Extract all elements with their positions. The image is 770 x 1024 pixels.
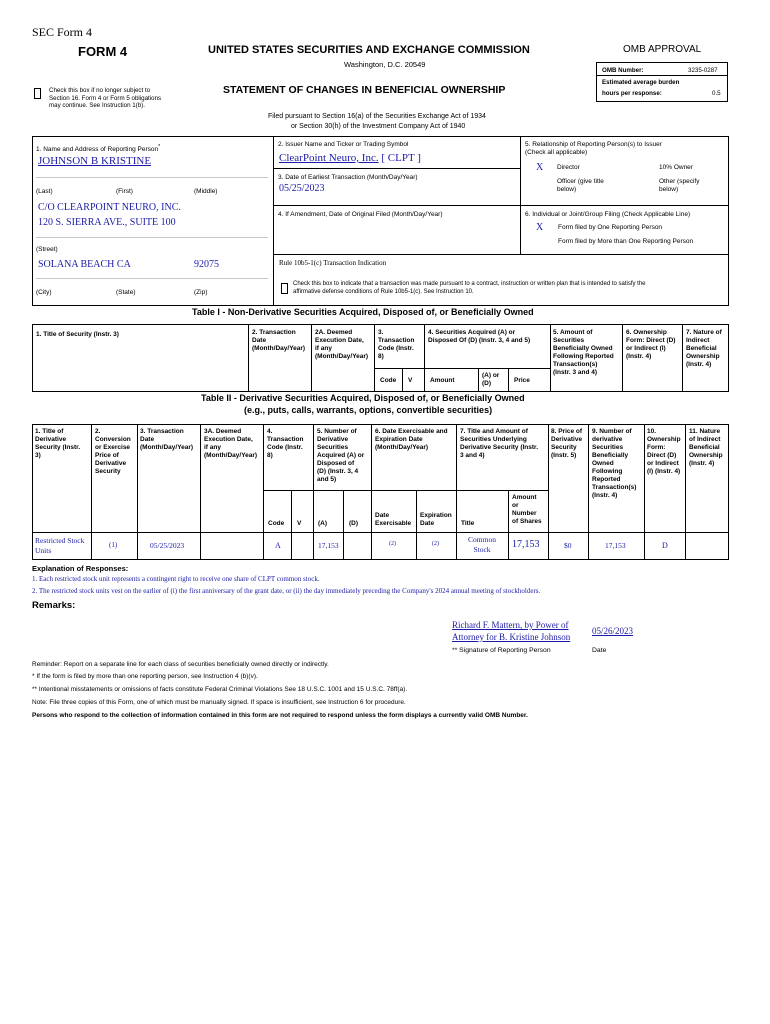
explanation-note1: 1. Each restricted stock unit represents a contingent right to receive one share of CLPT common stock. [32, 575, 320, 583]
t2-col10-header-line-2: Ownership [647, 436, 681, 443]
t1-col2a-header-line-3: if any [315, 345, 332, 352]
omb-burden-label1: Estimated average burden [602, 79, 680, 86]
t2-row-title: Restricted Stock Units [35, 536, 85, 555]
t2-v-header: V [297, 520, 302, 527]
t1-col6-header-line-4: (Instr. 4) [626, 353, 652, 360]
other-label: Other (specify below) [659, 178, 700, 193]
t2-col4-header-line-2: Transaction [267, 436, 304, 443]
omb-burden-value: 0.5 [712, 90, 721, 97]
earliest-date-label: 3. Date of Earliest Transaction (Month/Day/Year) [278, 174, 418, 181]
t1-col3-header-line-2: Transaction [378, 337, 415, 344]
t2-exercisable-header-line-1: Date [375, 512, 390, 519]
section16-text: Check this box if no longer subject to Section 16. Form 4 or Form 5 obligations may continue. See Instruction 1(b). [49, 87, 162, 109]
issuer-name: ClearPoint Neuro, Inc. [279, 152, 379, 164]
t2-row-code: A [275, 541, 281, 550]
omb-burden-label2: hours per response: [602, 90, 662, 97]
t2-col9-header-line-7: Reported [592, 476, 621, 483]
rule-text: Check this box to indicate that a transaction was made pursuant to a contract, instruction or written plan that is intended to satisfy the affirmative defense conditions of Rule 10b5-1(c). See Instruction 10. [293, 281, 646, 295]
t1-col2-header-line-1: 2. Transaction [252, 329, 296, 336]
sec-form-label: SEC Form 4 [32, 25, 93, 39]
t1-col2-header-line-2: Date [252, 337, 267, 344]
t1-col5-header [553, 329, 614, 377]
state-label: (State) [116, 289, 136, 296]
city-label: (City) [36, 289, 52, 296]
t2-row-exercisable: (2) [389, 541, 396, 547]
director-mark: X [536, 162, 544, 173]
t2-col8-header [551, 428, 582, 460]
t2-amount-header-line-4: of Shares [512, 518, 542, 525]
t1-ad-header [482, 372, 499, 388]
t1-col7-header-line-2: Indirect [686, 337, 710, 344]
t2-col3a-header-line-1: 3A. Deemed [204, 428, 242, 435]
t2-col3-header-line-1: 3. Transaction [140, 428, 184, 435]
t2-col4-header [267, 428, 303, 460]
t2-col10-header-line-4: Direct (D) [647, 452, 677, 459]
t2-col5-header-line-2: Derivative [317, 436, 349, 443]
omb-number-value: 3235-0287 [688, 67, 718, 74]
issuer-ticker: CLPT [387, 152, 415, 164]
t2-col10-header-line-6: (I) (Instr. 4) [647, 468, 681, 475]
t2-row-form: D [662, 541, 668, 550]
t2-amount-header [512, 494, 542, 526]
t1-col3-header-line-4: 8) [378, 353, 384, 360]
last-label: (Last) [36, 188, 53, 195]
t2-col6-header-line-2: Expiration Date [375, 436, 423, 443]
t2-row-owned: 17,153 [605, 541, 626, 550]
t2-col5-header-line-6: (D) (Instr. 3, 4 [317, 468, 359, 475]
t2-col11-header [689, 428, 723, 468]
t2-col6-header-line-3: (Month/Day/Year) [375, 444, 429, 451]
t2-col7-header-line-3: Derivative Security (Instr. [460, 444, 539, 451]
t2-col4-header-line-3: Code (Instr. [267, 444, 303, 451]
rule-checkbox[interactable] [281, 283, 288, 294]
t2-col6-header [375, 428, 448, 452]
t1-ad-header-line-2: (D) [482, 380, 492, 387]
reporting-person-label: 1. Name and Address of Reporting Person* [36, 144, 161, 154]
t2-a-header: (A) [318, 520, 328, 527]
t2-col11-header-line-3: Beneficial [689, 444, 720, 451]
signature-name: Richard F. Mattern, by Power of Attorney for B. Kristine Johnson [452, 620, 571, 642]
footer-copies-note: Note: File three copies of this Form, one of which must be manually signed. If space is insufficient, see Instruction 6 for procedure. [32, 699, 406, 706]
footer-misstatements: ** Intentional misstatements or omissions of facts constitute Federal Criminal Violations See 18 U.S.C. 1001 and 15 U.S.C. 78ff(a). [32, 686, 408, 693]
t1-col3-header [378, 329, 414, 361]
t2-row-amount-a: 17,153 [318, 541, 339, 550]
officer-label: Officer (give title below) [557, 178, 604, 193]
commission-title: UNITED STATES SECURITIES AND EXCHANGE COMMISSION [208, 44, 530, 56]
t2-col8-header-line-3: Security [551, 444, 577, 451]
t2-col11-header-line-5: (Instr. 4) [689, 460, 715, 467]
t2-col2-header-line-6: Security [95, 468, 121, 475]
t1-col6-header [626, 329, 675, 361]
t1-col4-header-line-2: Disposed Of (D) (Instr. 3, 4 and 5) [428, 337, 531, 344]
t1-col4-header-line-1: 4. Securities Acquired (A) or [428, 329, 516, 336]
signature-label: ** Signature of Reporting Person [452, 647, 551, 654]
t2-col9-header-line-2: derivative [592, 436, 623, 443]
t1-col2-header [252, 329, 305, 353]
t2-col4-header-line-4: 8) [267, 452, 273, 459]
rule-label: Rule 10b5-1(c) Transaction Indication [279, 259, 387, 267]
t1-col5-header-line-4: Following Reported [553, 353, 614, 360]
t2-col11-header-line-2: of Indirect [689, 436, 721, 443]
t2-col2-header-line-3: or Exercise [95, 444, 131, 451]
t2-col3a-header-line-4: (Month/Day/Year) [204, 452, 258, 459]
t2-col8-header-line-2: Derivative [551, 436, 583, 443]
t2-col9-header-line-9: (Instr. 4) [592, 492, 618, 499]
first-label: (First) [116, 188, 133, 195]
t1-col7-header-line-3: Beneficial [686, 345, 717, 352]
footer-omb-note: Persons who respond to the collection of information contained in this form are not required to respond unless the form displays a currently valid OMB Number. [32, 712, 528, 719]
address-line2: 120 S. SIERRA AVE., SUITE 100 [38, 217, 176, 228]
explanation-note2: 2. The restricted stock units vest on the earlier of (i) the first anniversary of the grant date, or (ii) the day immediately preceding the Company's 2024 annual meeting of stockholders. [32, 587, 541, 595]
address-line1: C/O CLEARPOINT NEURO, INC. [38, 202, 181, 213]
t2-row-date: 05/25/2023 [150, 541, 185, 550]
t1-amount-header: Amount [430, 377, 455, 384]
city-state-value: SOLANA BEACH CA [38, 259, 131, 270]
t1-v-header: V [408, 377, 413, 384]
t2-col3a-header [204, 428, 257, 460]
t1-col5-header-line-5: Transaction(s) [553, 361, 598, 368]
t2-col7-header-line-4: 3 and 4) [460, 452, 485, 459]
t1-col7-header-line-5: (Instr. 4) [686, 361, 712, 368]
t2-col9-header-line-5: Owned [592, 460, 614, 467]
t2-amount-header-line-1: Amount [512, 494, 537, 501]
t2-col8-header-line-1: 8. Price of [551, 428, 583, 435]
t2-col9-header-line-1: 9. Number of [592, 428, 632, 435]
t2-col5-header-line-5: Disposed of [317, 460, 355, 467]
commission-location: Washington, D.C. 20549 [344, 60, 426, 69]
t2-col10-header [647, 428, 681, 476]
t2-col2-header-line-4: Price of [95, 452, 119, 459]
table2-title-line2: (e.g., puts, calls, warrants, options, convertible securities) [244, 405, 493, 415]
earliest-date-value: 05/25/2023 [279, 183, 325, 194]
remarks-heading: Remarks: [32, 600, 76, 611]
t1-price-header: Price [514, 377, 530, 384]
t1-col6-header-line-3: or Indirect (I) [626, 345, 666, 352]
t2-col2-header-line-1: 2. [95, 428, 101, 435]
t2-col1-header [35, 428, 80, 460]
t1-col7-header [686, 329, 722, 369]
more-persons-label: Form filed by More than One Reporting Person [558, 238, 694, 245]
t2-col5-header-line-7: and 5) [317, 476, 337, 483]
t2-col5-header-line-4: Acquired (A) or [317, 452, 365, 459]
footer-multiple-persons: * If the form is filed by more than one reporting person, see Instruction 4 (b)(v). [32, 673, 258, 680]
t1-col5-header-line-3: Beneficially Owned [553, 345, 613, 352]
t1-col5-header-line-6: (Instr. 3 and 4) [553, 369, 598, 376]
t2-col1-header-line-4: 3) [35, 452, 41, 459]
t2-col7-header [460, 428, 538, 460]
t2-amount-header-line-3: Number [512, 510, 537, 517]
t2-col5-header-line-1: 5. Number of [317, 428, 357, 435]
t2-col4-header-line-1: 4. [267, 428, 273, 435]
omb-approval-title: OMB APPROVAL [623, 44, 702, 55]
issuer-label: 2. Issuer Name and Ticker or Trading Symbol [278, 141, 409, 148]
t2-col9-header-line-6: Following [592, 468, 623, 475]
t2-col9-header-line-4: Beneficially [592, 452, 629, 459]
t2-col11-header-line-4: Ownership [689, 452, 723, 459]
t2-row-underlying-title: Common Stock [468, 535, 496, 554]
t2-exercisable-header [375, 512, 411, 528]
signature-date: 05/26/2023 [592, 626, 634, 636]
table1-title: Table I - Non-Derivative Securities Acquired, Disposed of, or Beneficially Owned [192, 307, 534, 317]
filed-pursuant-line2: or Section 30(h) of the Investment Company Act of 1940 [291, 123, 466, 130]
omb-number-label: OMB Number: [602, 67, 644, 74]
t2-title-header: Title [461, 520, 475, 527]
explanation-heading: Explanation of Responses: [32, 564, 129, 573]
reporting-person-name: JOHNSON B KRISTINE [38, 155, 152, 167]
t2-row-underlying-amount: 17,153 [512, 539, 540, 550]
t2-col7-header-line-1: 7. Title and Amount of [460, 428, 528, 435]
t2-col9-header-line-8: Transaction(s) [592, 484, 637, 491]
t2-col3a-header-line-2: Execution Date, [204, 436, 253, 443]
t2-expiration-header-line-1: Expiration [420, 512, 452, 519]
relationship-label: 5. Relationship of Reporting Person(s) to Issuer (Check all applicable) [525, 141, 662, 156]
t2-d-header: (D) [349, 520, 359, 527]
t1-col2a-header-line-2: Execution Date, [315, 337, 364, 344]
filed-pursuant-line1: Filed pursuant to Section 16(a) of the Securities Exchange Act of 1934 [268, 113, 486, 120]
t1-col5-header-line-1: 5. Amount of [553, 329, 593, 336]
director-label: Director [557, 164, 580, 171]
t2-exercisable-header-line-2: Exercisable [375, 520, 412, 527]
one-person-label: Form filed by One Reporting Person [558, 224, 663, 231]
zip-label: (Zip) [194, 289, 208, 296]
t2-col10-header-line-1: 10. [647, 428, 657, 435]
t2-row-price: $0 [564, 541, 572, 550]
t2-col5-header [317, 428, 364, 484]
t2-col1-header-line-2: Derivative [35, 436, 67, 443]
t2-col3-header-line-2: Date [140, 436, 155, 443]
t2-col9-header [592, 428, 636, 500]
issuer-value: ClearPoint Neuro, Inc. [ CLPT ] [279, 152, 421, 164]
t1-col2a-header-line-4: (Month/Day/Year) [315, 353, 369, 360]
t1-col3-header-line-1: 3. [378, 329, 384, 336]
filing-label: 6. Individual or Joint/Group Filing (Check Applicable Line) [525, 211, 691, 218]
t2-row-conversion: (1) [109, 541, 118, 549]
t1-col6-header-line-2: Form: Direct (D) [626, 337, 676, 344]
t1-col4-header [428, 329, 530, 345]
t2-col7-header-line-2: Securities Underlying [460, 436, 527, 443]
t2-expiration-header-line-2: Date [420, 520, 435, 527]
t1-col1-header: 1. Title of Security (Instr. 3) [36, 331, 119, 338]
t2-code-header: Code [268, 520, 285, 527]
street-label: (Street) [36, 246, 58, 253]
t2-col9-header-line-3: Securities [592, 444, 624, 451]
t2-col6-header-line-1: 6. Date Exercisable and [375, 428, 448, 435]
statement-title: STATEMENT OF CHANGES IN BENEFICIAL OWNERSHIP [223, 84, 506, 96]
t1-col2a-header [315, 329, 368, 361]
t1-col7-header-line-1: 7. Nature of [686, 329, 722, 336]
t1-col5-header-line-2: Securities [553, 337, 585, 344]
t2-col10-header-line-3: Form: [647, 444, 666, 451]
t2-col11-header-line-1: 11. Nature [689, 428, 721, 435]
section16-checkbox[interactable] [34, 88, 41, 99]
t2-col3a-header-line-3: if any [204, 444, 221, 451]
t2-col3-header-line-3: (Month/Day/Year) [140, 444, 194, 451]
one-person-mark: X [536, 222, 544, 233]
t1-col3-header-line-3: Code (Instr. [378, 345, 414, 352]
t2-col1-header-line-1: 1. Title of [35, 428, 64, 435]
t2-col1-header-line-3: Security (Instr. [35, 444, 81, 451]
middle-label: (Middle) [194, 188, 218, 195]
t1-ad-header-line-1: (A) or [482, 372, 500, 379]
signature-date-label: Date [592, 647, 607, 654]
t2-col2-header [95, 428, 131, 476]
t2-row-expiration: (2) [432, 541, 439, 547]
table2-title-line1: Table II - Derivative Securities Acquired, Disposed of, or Beneficially Owned [201, 393, 525, 403]
t2-col2-header-line-2: Conversion [95, 436, 131, 443]
t2-col3-header [140, 428, 193, 452]
amendment-label: 4. If Amendment, Date of Original Filed (Month/Day/Year) [278, 211, 443, 218]
t1-col2a-header-line-1: 2A. Deemed [315, 329, 353, 336]
t1-col6-header-line-1: 6. Ownership [626, 329, 667, 336]
t2-col2-header-line-5: Derivative [95, 460, 127, 467]
t2-col5-header-line-3: Securities [317, 444, 349, 451]
form-title: FORM 4 [78, 44, 128, 59]
t2-amount-header-line-2: or [512, 502, 519, 509]
t1-code-header: Code [380, 377, 397, 384]
t2-col8-header-line-4: (Instr. 5) [551, 452, 577, 459]
t1-col2-header-line-3: (Month/Day/Year) [252, 345, 306, 352]
ten-percent-owner-label: 10% Owner [659, 164, 693, 171]
t1-col7-header-line-4: Ownership [686, 353, 720, 360]
zip-value: 92075 [194, 259, 219, 270]
t2-col10-header-line-5: or Indirect [647, 460, 679, 467]
t2-expiration-header [420, 512, 452, 528]
footer-reminder: Reminder: Report on a separate line for each class of securities beneficially owned directly or indirectly. [32, 661, 329, 668]
